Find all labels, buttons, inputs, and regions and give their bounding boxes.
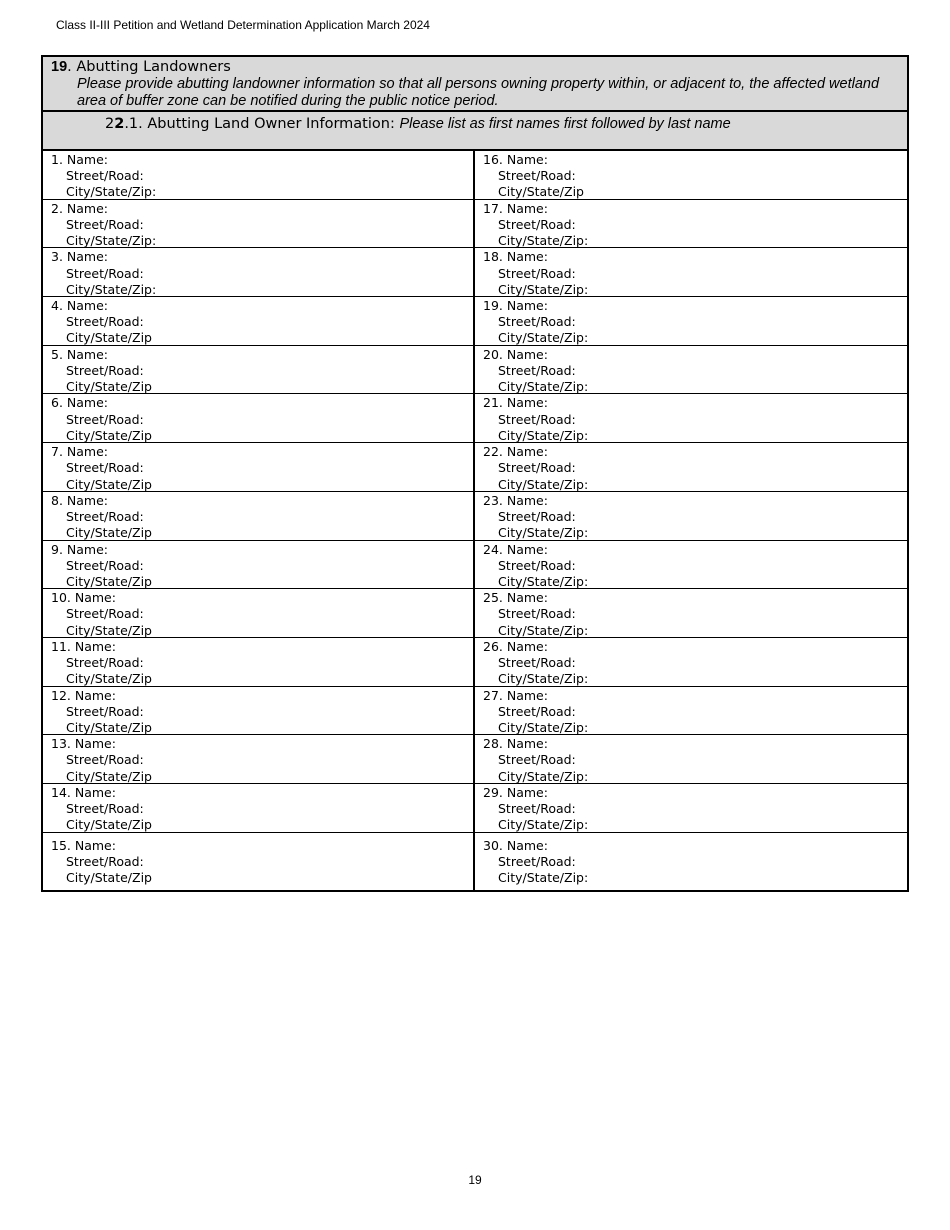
- landowner-name-field[interactable]: 11. Name:: [51, 638, 116, 654]
- landowner-name-field[interactable]: 10. Name:: [51, 590, 116, 606]
- landowner-entry[interactable]: [475, 589, 907, 638]
- landowner-entry[interactable]: [475, 638, 907, 687]
- landowner-name-field[interactable]: 17. Name:: [483, 200, 548, 216]
- section-title: [51, 59, 899, 76]
- landowner-city-state-zip-field[interactable]: City/State/Zip:: [498, 817, 589, 833]
- landowner-street-field[interactable]: Street/Road:: [498, 703, 576, 719]
- landowner-name-field[interactable]: 12. Name:: [51, 687, 116, 703]
- landowner-entry[interactable]: [475, 833, 907, 890]
- landowner-name-field[interactable]: 29. Name:: [483, 784, 548, 800]
- landowner-street-field[interactable]: Street/Road:: [66, 752, 144, 768]
- subsection-num-b: 2: [114, 116, 125, 132]
- landowner-entry[interactable]: [475, 443, 907, 492]
- landowner-name-field[interactable]: 14. Name:: [51, 784, 116, 800]
- landowner-city-state-zip-field[interactable]: City/State/Zip: [66, 870, 152, 886]
- landowner-name-field[interactable]: 13. Name:: [51, 736, 116, 752]
- landowner-name-field[interactable]: 5. Name:: [51, 346, 108, 362]
- landowner-name-field[interactable]: 18. Name:: [483, 249, 548, 265]
- landowner-street-field[interactable]: Street/Road:: [66, 168, 144, 184]
- landowner-entry[interactable]: [43, 687, 475, 736]
- landowner-entry[interactable]: [475, 248, 907, 297]
- landowner-entry[interactable]: [43, 638, 475, 687]
- landowner-street-field[interactable]: Street/Road:: [66, 411, 144, 427]
- landowner-city-state-zip-field[interactable]: City/State/Zip: [66, 768, 152, 784]
- landowner-entry[interactable]: [475, 394, 907, 443]
- landowner-street-field[interactable]: Street/Road:: [66, 509, 144, 525]
- landowner-entry[interactable]: [43, 833, 475, 890]
- landowner-city-state-zip-field[interactable]: City/State/Zip:: [498, 671, 589, 687]
- landowner-city-state-zip-field[interactable]: City/State/Zip:: [498, 427, 589, 443]
- landowner-name-field[interactable]: 6. Name:: [51, 395, 108, 411]
- abutting-landowners-form: [41, 55, 909, 892]
- landowner-entry[interactable]: [475, 297, 907, 346]
- landowner-street-field[interactable]: Street/Road:: [498, 216, 576, 232]
- landowner-city-state-zip-field[interactable]: City/State/Zip:: [498, 281, 589, 297]
- landowner-city-state-zip-field[interactable]: City/State/Zip: [66, 379, 152, 395]
- landowner-city-state-zip-field[interactable]: City/State/Zip:: [498, 233, 589, 249]
- landowner-city-state-zip-field[interactable]: City/State/Zip:: [498, 525, 589, 541]
- landowner-city-state-zip-field[interactable]: City/State/Zip:: [498, 719, 589, 735]
- landowner-city-state-zip-field[interactable]: City/State/Zip:: [498, 330, 589, 346]
- landowner-city-state-zip-field[interactable]: City/State/Zip:: [66, 281, 157, 297]
- landowner-name-field[interactable]: 27. Name:: [483, 687, 548, 703]
- landowner-entry[interactable]: [43, 589, 475, 638]
- section-description: Please provide abutting landowner information so that all persons owning property within, or adjacent to, the affected wetland area of buffer zone can be notified during the public notice period.: [77, 76, 880, 109]
- landowner-street-field[interactable]: Street/Road:: [66, 460, 144, 476]
- landowner-city-state-zip-field[interactable]: City/State/Zip: [66, 622, 152, 638]
- landowner-name-field[interactable]: 9. Name:: [51, 541, 108, 557]
- subsection-instruction: Please list as first names first followed by last name: [399, 116, 731, 132]
- landowner-entry[interactable]: [43, 200, 475, 249]
- landowner-entry[interactable]: [475, 151, 907, 200]
- section-header: [43, 57, 907, 112]
- landowner-name-field[interactable]: 16. Name:: [483, 152, 548, 167]
- landowner-street-field[interactable]: Street/Road:: [66, 557, 144, 573]
- landowner-street-field[interactable]: Street/Road:: [66, 606, 144, 622]
- landowner-name-field[interactable]: 25. Name:: [483, 590, 548, 606]
- landowner-street-field[interactable]: Street/Road:: [66, 314, 144, 330]
- landowner-street-field[interactable]: Street/Road:: [498, 265, 576, 281]
- landowner-street-field[interactable]: Street/Road:: [498, 362, 576, 378]
- landowner-name-field[interactable]: 15. Name:: [51, 837, 116, 853]
- document-header: Class II-III Petition and Wetland Determination Application March 2024: [56, 18, 430, 32]
- landowner-entry[interactable]: [475, 492, 907, 541]
- page-number: 19: [468, 1173, 482, 1187]
- landowner-street-field[interactable]: Street/Road:: [66, 801, 144, 817]
- section-title-text: . Abutting Landowners: [67, 59, 231, 75]
- landowner-city-state-zip-field[interactable]: City/State/Zip:: [498, 622, 589, 638]
- subsection-header: [43, 112, 907, 151]
- landowner-entry[interactable]: [43, 443, 475, 492]
- landowner-city-state-zip-field[interactable]: City/State/Zip: [66, 817, 152, 833]
- landowner-entry[interactable]: [475, 735, 907, 784]
- landowner-street-field[interactable]: Street/Road:: [498, 411, 576, 427]
- landowner-name-field[interactable]: 19. Name:: [483, 298, 548, 314]
- landowner-entry[interactable]: [43, 394, 475, 443]
- landowner-name-field[interactable]: 28. Name:: [483, 736, 548, 752]
- landowner-entry[interactable]: [43, 297, 475, 346]
- landowner-city-state-zip-field[interactable]: City/State/Zip:: [66, 233, 157, 249]
- landowner-city-state-zip-field[interactable]: City/State/Zip: [66, 476, 152, 492]
- landowner-entry[interactable]: [43, 346, 475, 395]
- landowner-city-state-zip-field[interactable]: City/State/Zip:: [498, 573, 589, 589]
- landowner-entry[interactable]: [43, 492, 475, 541]
- landowner-city-state-zip-field[interactable]: City/State/Zip: [66, 330, 152, 346]
- landowner-entry[interactable]: [43, 248, 475, 297]
- landowner-name-field[interactable]: 22. Name:: [483, 444, 548, 460]
- landowner-city-state-zip-field[interactable]: City/State/Zip: [66, 671, 152, 687]
- landowner-street-field[interactable]: Street/Road:: [498, 606, 576, 622]
- landowner-street-field[interactable]: Street/Road:: [498, 168, 576, 184]
- landowner-grid: [43, 151, 907, 890]
- landowner-street-field[interactable]: Street/Road:: [498, 655, 576, 671]
- landowner-street-field[interactable]: Street/Road:: [498, 801, 576, 817]
- landowner-name-field[interactable]: 26. Name:: [483, 638, 548, 654]
- landowner-name-field[interactable]: 20. Name:: [483, 346, 548, 362]
- landowner-name-field[interactable]: 24. Name:: [483, 541, 548, 557]
- landowner-city-state-zip-field[interactable]: City/State/Zip: [66, 573, 152, 589]
- landowner-street-field[interactable]: Street/Road:: [498, 460, 576, 476]
- subsection-num-a: 2: [105, 116, 115, 132]
- landowner-name-field[interactable]: 21. Name:: [483, 395, 548, 411]
- landowner-entry[interactable]: [475, 200, 907, 249]
- landowner-name-field[interactable]: 2. Name:: [51, 200, 108, 216]
- landowner-entry[interactable]: [43, 151, 475, 200]
- landowner-street-field[interactable]: Street/Road:: [66, 703, 144, 719]
- landowner-city-state-zip-field[interactable]: City/State/Zip:: [498, 768, 589, 784]
- landowner-entry[interactable]: [475, 687, 907, 736]
- landowner-city-state-zip-field[interactable]: City/State/Zip:: [498, 379, 589, 395]
- landowner-entry[interactable]: [475, 784, 907, 833]
- landowner-name-field[interactable]: 8. Name:: [51, 492, 108, 508]
- landowner-street-field[interactable]: Street/Road:: [498, 853, 576, 869]
- landowner-entry[interactable]: [475, 346, 907, 395]
- landowner-street-field[interactable]: Street/Road:: [498, 752, 576, 768]
- landowner-street-field[interactable]: Street/Road:: [498, 509, 576, 525]
- landowner-entry[interactable]: [43, 784, 475, 833]
- landowner-city-state-zip-field[interactable]: City/State/Zip: [66, 719, 152, 735]
- subsection-title: .1. Abutting Land Owner Information:: [124, 116, 400, 132]
- landowner-street-field[interactable]: Street/Road:: [498, 314, 576, 330]
- landowner-name-field[interactable]: 1. Name:: [51, 152, 108, 167]
- landowner-name-field[interactable]: 30. Name:: [483, 837, 548, 853]
- landowner-street-field[interactable]: Street/Road:: [66, 216, 144, 232]
- landowner-name-field[interactable]: 23. Name:: [483, 492, 548, 508]
- landowner-name-field[interactable]: 7. Name:: [51, 444, 108, 460]
- landowner-city-state-zip-field[interactable]: City/State/Zip: [66, 427, 152, 443]
- landowner-street-field[interactable]: Street/Road:: [498, 557, 576, 573]
- landowner-city-state-zip-field[interactable]: City/State/Zip: [66, 525, 152, 541]
- landowner-name-field[interactable]: 3. Name:: [51, 249, 108, 265]
- section-number: 19: [51, 59, 68, 75]
- landowner-city-state-zip-field[interactable]: City/State/Zip:: [498, 476, 589, 492]
- landowner-entry[interactable]: [43, 541, 475, 590]
- landowner-entry[interactable]: [475, 541, 907, 590]
- landowner-street-field[interactable]: Street/Road:: [66, 362, 144, 378]
- landowner-street-field[interactable]: Street/Road:: [66, 853, 144, 869]
- landowner-name-field[interactable]: 4. Name:: [51, 298, 108, 314]
- landowner-city-state-zip-field[interactable]: City/State/Zip:: [66, 184, 157, 200]
- landowner-city-state-zip-field[interactable]: City/State/Zip: [498, 184, 584, 200]
- landowner-city-state-zip-field[interactable]: City/State/Zip:: [498, 870, 589, 886]
- landowner-street-field[interactable]: Street/Road:: [66, 655, 144, 671]
- landowner-entry[interactable]: [43, 735, 475, 784]
- landowner-street-field[interactable]: Street/Road:: [66, 265, 144, 281]
